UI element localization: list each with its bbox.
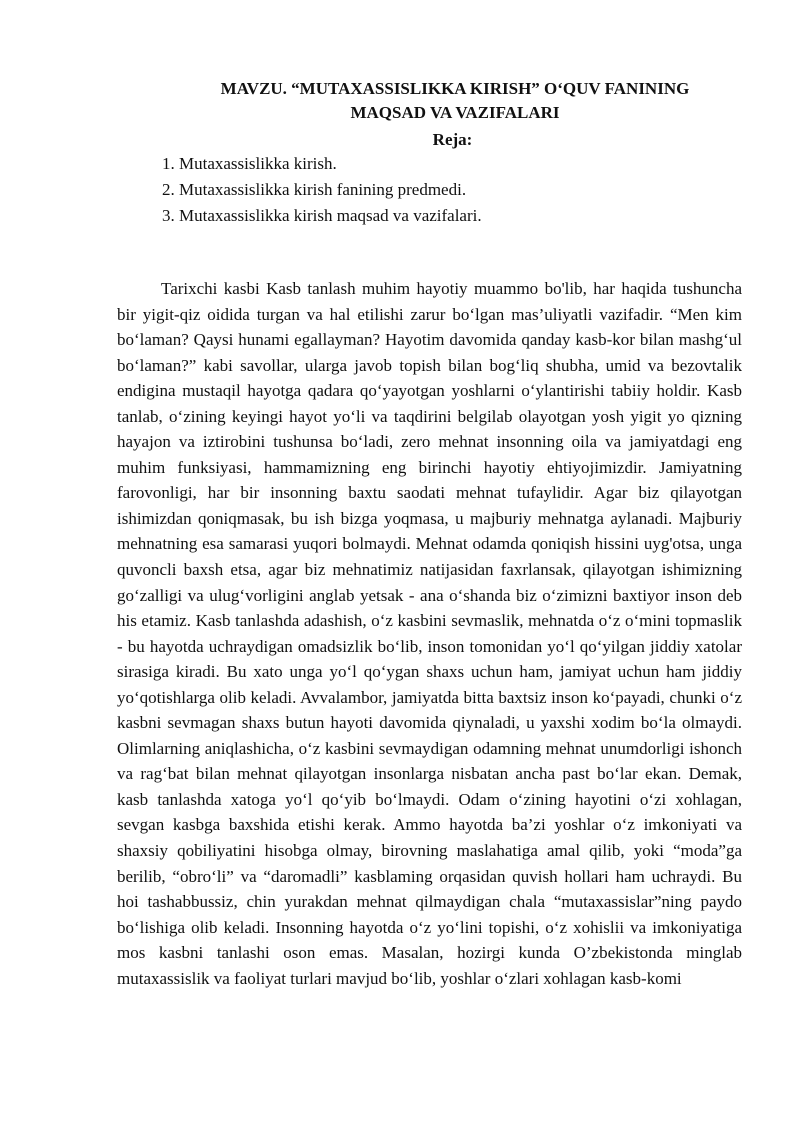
plan-item: 2. Mutaxassislikka kirish fanining predmedi. (162, 180, 467, 199)
document-title-line-2: MAQSAD VA VAZIFALARI (350, 103, 560, 122)
plan-item: 1. Mutaxassislikka kirish. (162, 154, 337, 173)
body-paragraph: Tarixchi kasbi Kasb tanlash muhim hayotiy muammo bo'lib, har haqida tushuncha bir yigit-qiz oidida turgan va hal etilishi zarur bo‘lgan mas’uliyatli vazifadir. “Men kim bo‘laman? Qaysi hunami egallayman? Hayotim davomida qanday kasb-kor bilan mashg‘ul bo‘laman?” kabi savollar, ularga javob topish bilan bog‘liq shubha, umid va bezovtalik endigina mustaqil hayotga qadara qo‘yayotgan yoshlarni o‘ylantirishi tabiiy holdir. Kasb tanlab, o‘zining keyingi hayot yo‘li va taqdirini belgilab olayotgan yosh yigit yo qizning hayajon va iztirobini tushunsa bo‘ladi, zero mehnat insonning oila va jamiyatdagi eng muhim funksiyasi, hammamizning eng birinchi hayotiy ehtiyojimizdir. Jamiyatning farovonligi, har bir insonning baxtu saodati mehnat tufaylidir. Agar biz qilayotgan ishimizdan qoniqmasak, bu ish bizga yoqmasa, u majburiy mehnatga aylanadi. Majburiy mehnatning esa samarasi yuqori bolmaydi. Mehnat odamda qoniqish hissini uyg'otsa, unga quvoncli baxsh etsa, agar biz mehnatimiz natijasidan faxrlansak, qilayotgan ishimizning go‘zalligi va ulug‘vorligini anglab yetsak - ana o‘shanda biz o‘zimizni baxtiyor inson deb his etamiz. Kasb tanlashda adashish, o‘z kasbini sevmaslik, mehnatda o‘z o‘mini topmaslik - bu hayotda uchraydigan omadsizlik bo‘lib, inson tomonidan yo‘l qo‘yilgan jiddiy xatolar sirasiga kiradi. Bu xato unga yo‘l qo‘ygan shaxs uchun ham, jamiyat uchun ham jiddiy yo‘qotishlarga olib keladi. Avvalambor, jamiyatda bitta baxtsiz inson ko‘payadi, chunki o‘z kasbni sevmagan shaxs butun hayoti davomida qiynaladi, u yaxshi xodim bo‘la olmaydi. Olimlarning aniqlashicha, o‘z kasbini sevmaydigan odamning mehnat unumdorligi ishonch va rag‘bat bilan mehnat qilayotgan insonlarga nisbatan ancha past bo‘lar ekan. Demak, kasb tanlashda xatoga yo‘l qo‘yib bo‘lmaydi. Odam o‘zining hayotini o‘zi xohlagan, sevgan kasbga baxshida etishi kerak. Ammo hayotda ba’zi yoshlar o‘z imkoniyati va shaxsiy qobiliyatini hisobga olmay, birovning maslahatiga amal qilib, yoki “moda”ga berilib, “obro‘li” va “daromadli” kasblaming orqasidan quvish hollari ham uchraydi. Bu hoi tashabbussiz, chin yurakdan mehnat qilmaydigan chala “mutaxassislar”ning paydo bo‘lishiga olib keladi. Insonning hayotda o‘z yo‘lini topishi, o‘z xohislii va imkoniyatiga mos kasbni tanlashi oson emas. Masalan, hozirgi kunda O’zbekistonda minglab mutaxassislik va faoliyat turlari mavjud bo‘lib, yoshlar o‘zlari xohlagan kasb-komi (117, 279, 742, 988)
plan-heading: Reja: (432, 130, 473, 149)
document-title (110, 77, 800, 125)
document-title-line-1: MAVZU. “MUTAXASSISLIKKA KIRISH” O‘QUV FANINING (220, 79, 690, 98)
plan-item: 3. Mutaxassislikka kirish maqsad va vazifalari. (162, 206, 482, 225)
plan-list (162, 151, 482, 229)
